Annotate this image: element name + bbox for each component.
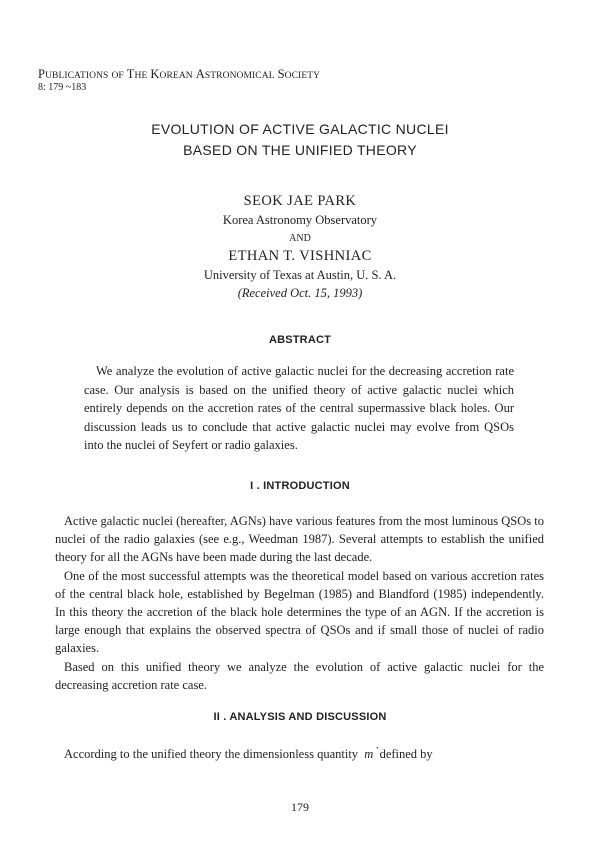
paragraph: Active galactic nuclei (hereafter, AGNs) have various features from the most luminous QSOs to nuclei of the radio galaxies (see e.g., Weedman 1987). Several attempts to establish the unified theory for all the AGNs have been made during the last decade.: [55, 514, 544, 565]
abstract-text: We analyze the evolution of active galactic nuclei for the decreasing accretion rate case. Our analysis is based on the unified theory of active galactic nuclei which entirely depends on the accretion rates of the central supermassive black holes. Our discussion leads us to conclude that active galactic nuclei may evolve from QSOs into the nuclei of Seyfert or radio galaxies.: [84, 364, 514, 452]
section-2-heading: II . ANALYSIS AND DISCUSSION: [213, 711, 387, 723]
received-date: (Received Oct. 15, 1993): [237, 286, 363, 300]
author-separator: AND: [289, 233, 311, 244]
affiliation-1: Korea Astronomy Observatory: [222, 213, 378, 227]
paper-title-line2: BASED ON THE UNIFIED THEORY: [183, 142, 417, 158]
section-1-heading: I . INTRODUCTION: [250, 480, 350, 492]
author-2: ETHAN T. VISHNIAC: [228, 248, 372, 264]
volume-pages: 8: 179 ~183: [38, 82, 87, 93]
author-1: SEOK JAE PARK: [243, 193, 357, 209]
affiliation-2: University of Texas at Austin, U. S. A.: [203, 268, 397, 282]
m-dot-symbol: · m: [364, 747, 373, 761]
paragraph: Based on this unified theory we analyze the evolution of active galactic nuclei for the decreasing accretion rate case.: [55, 659, 544, 692]
section-1-body: [55, 512, 544, 694]
paragraph: One of the most successful attempts was the theoretical model based on various accretion rates of the central black hole, established by Begelman (1985) and Blandford (1985) independently. In this theory the accretion of the black hole determines the type of an AGN. If the accretion is large enough that explains the observed spectra of QSOs and if small those of nuclei of radio galaxies.: [55, 568, 544, 656]
page-number: 179: [291, 800, 309, 814]
paper-title-line1: EVOLUTION OF ACTIVE GALACTIC NUCLEI: [151, 121, 449, 137]
journal-name: PUBLICATIONS OF THE KOREAN ASTRONOMICAL SOCIETY: [38, 67, 321, 81]
section-2-body: According to the unified theory the dimensionless quantity · m defined by: [55, 745, 544, 763]
abstract-heading: ABSTRACT: [268, 334, 332, 346]
